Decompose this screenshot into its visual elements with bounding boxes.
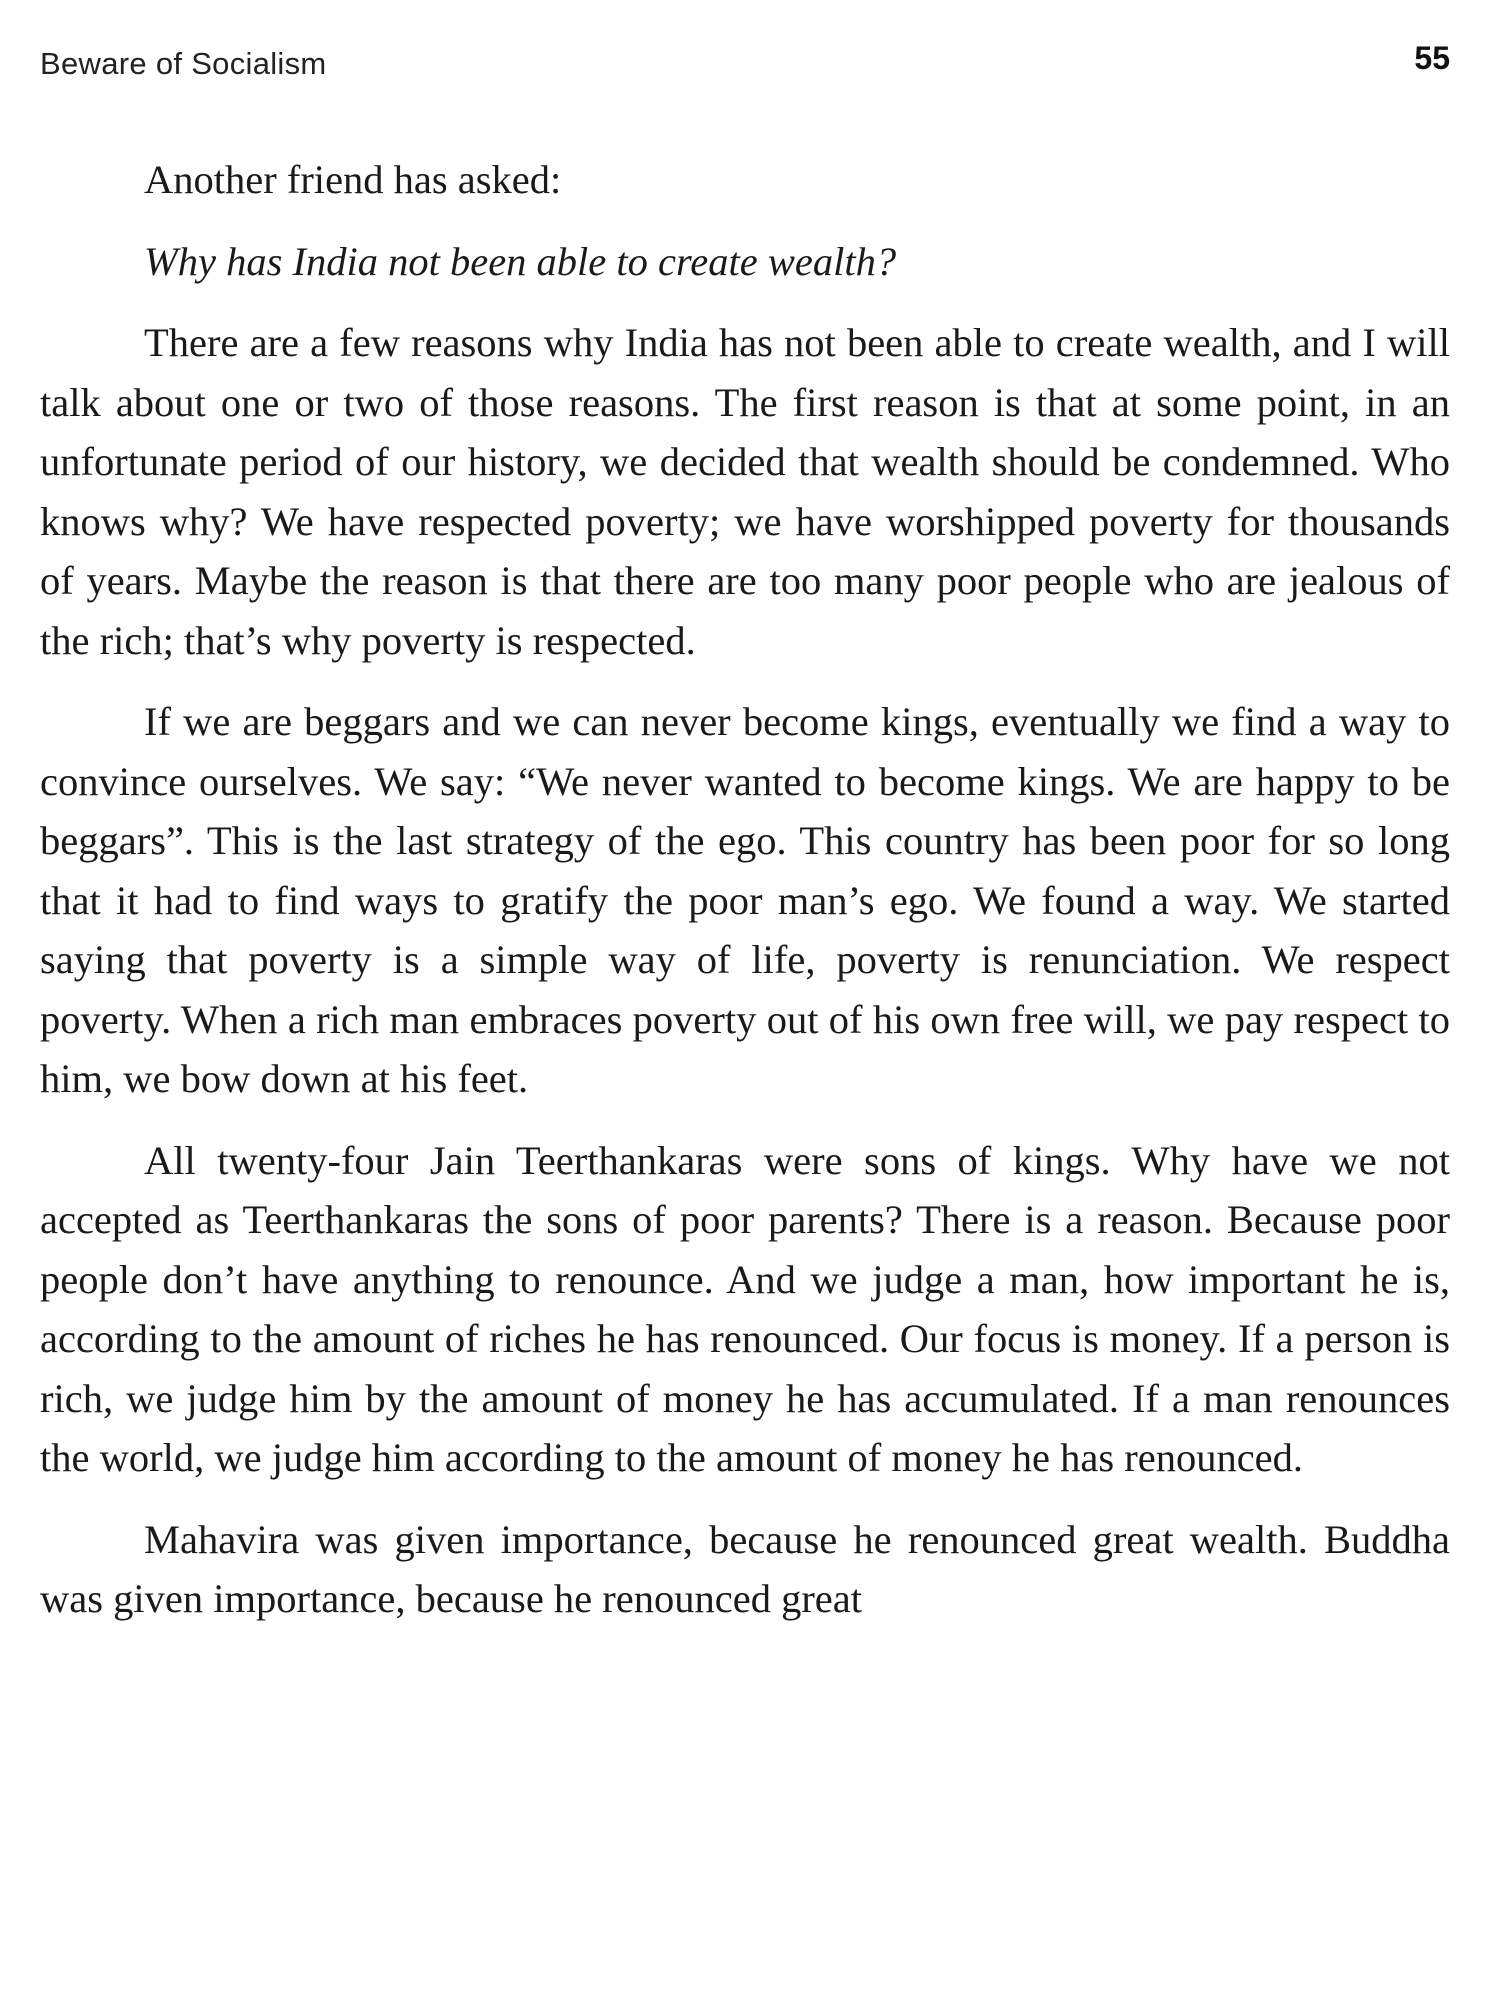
question-intro: Another friend has asked: <box>144 157 562 202</box>
paragraph-2: If we are beggars and we can never become kings, eventually we find a way to convince ourselves. We say: “We never wanted to become kings. We are happy to be beggars”. This is the last strategy of the ego. This country has been poor for so long that it had to find ways to gratify the poor man’s ego. We found a way. We started saying that poverty is a simple way of life, poverty is renunciation. We respect poverty. When a rich man embraces poverty out of his own free will, we pay respect to him, we bow down at his feet. <box>40 699 1450 1101</box>
body-text <box>40 150 1450 1651</box>
question-text: Why has India not been able to create wealth? <box>144 238 897 284</box>
paragraph-3: All twenty-four Jain Teerthankaras were sons of kings. Why have we not accepted as Teerthankaras the sons of poor parents? There is a reason. Because poor people don’t have anything to renounce. And we judge a man, how important he is, according to the amount of riches he has renounced. Our focus is money. If a person is rich, we judge him by the amount of money he has accumulated. If a man renounces the world, we judge him according to the amount of money he has renounced. <box>40 1137 1450 1480</box>
paragraph-1: There are a few reasons why India has not been able to create wealth, and I will talk about one or two of those reasons. The first reason is that at some point, in an unfortunate period of our history, we decided that wealth should be condemned. Who knows why? We have respected poverty; we have worshipped poverty for thousands of years. Maybe the reason is that there are too many poor people who are jealous of the rich; that’s why poverty is respected. <box>40 320 1450 663</box>
page-number: 55 <box>1414 40 1450 76</box>
running-head-title: Beware of Socialism <box>40 46 327 81</box>
paragraph-4: Mahavira was given importance, because he renounced great wealth. Buddha was given importance, because he renounced great <box>40 1516 1450 1621</box>
